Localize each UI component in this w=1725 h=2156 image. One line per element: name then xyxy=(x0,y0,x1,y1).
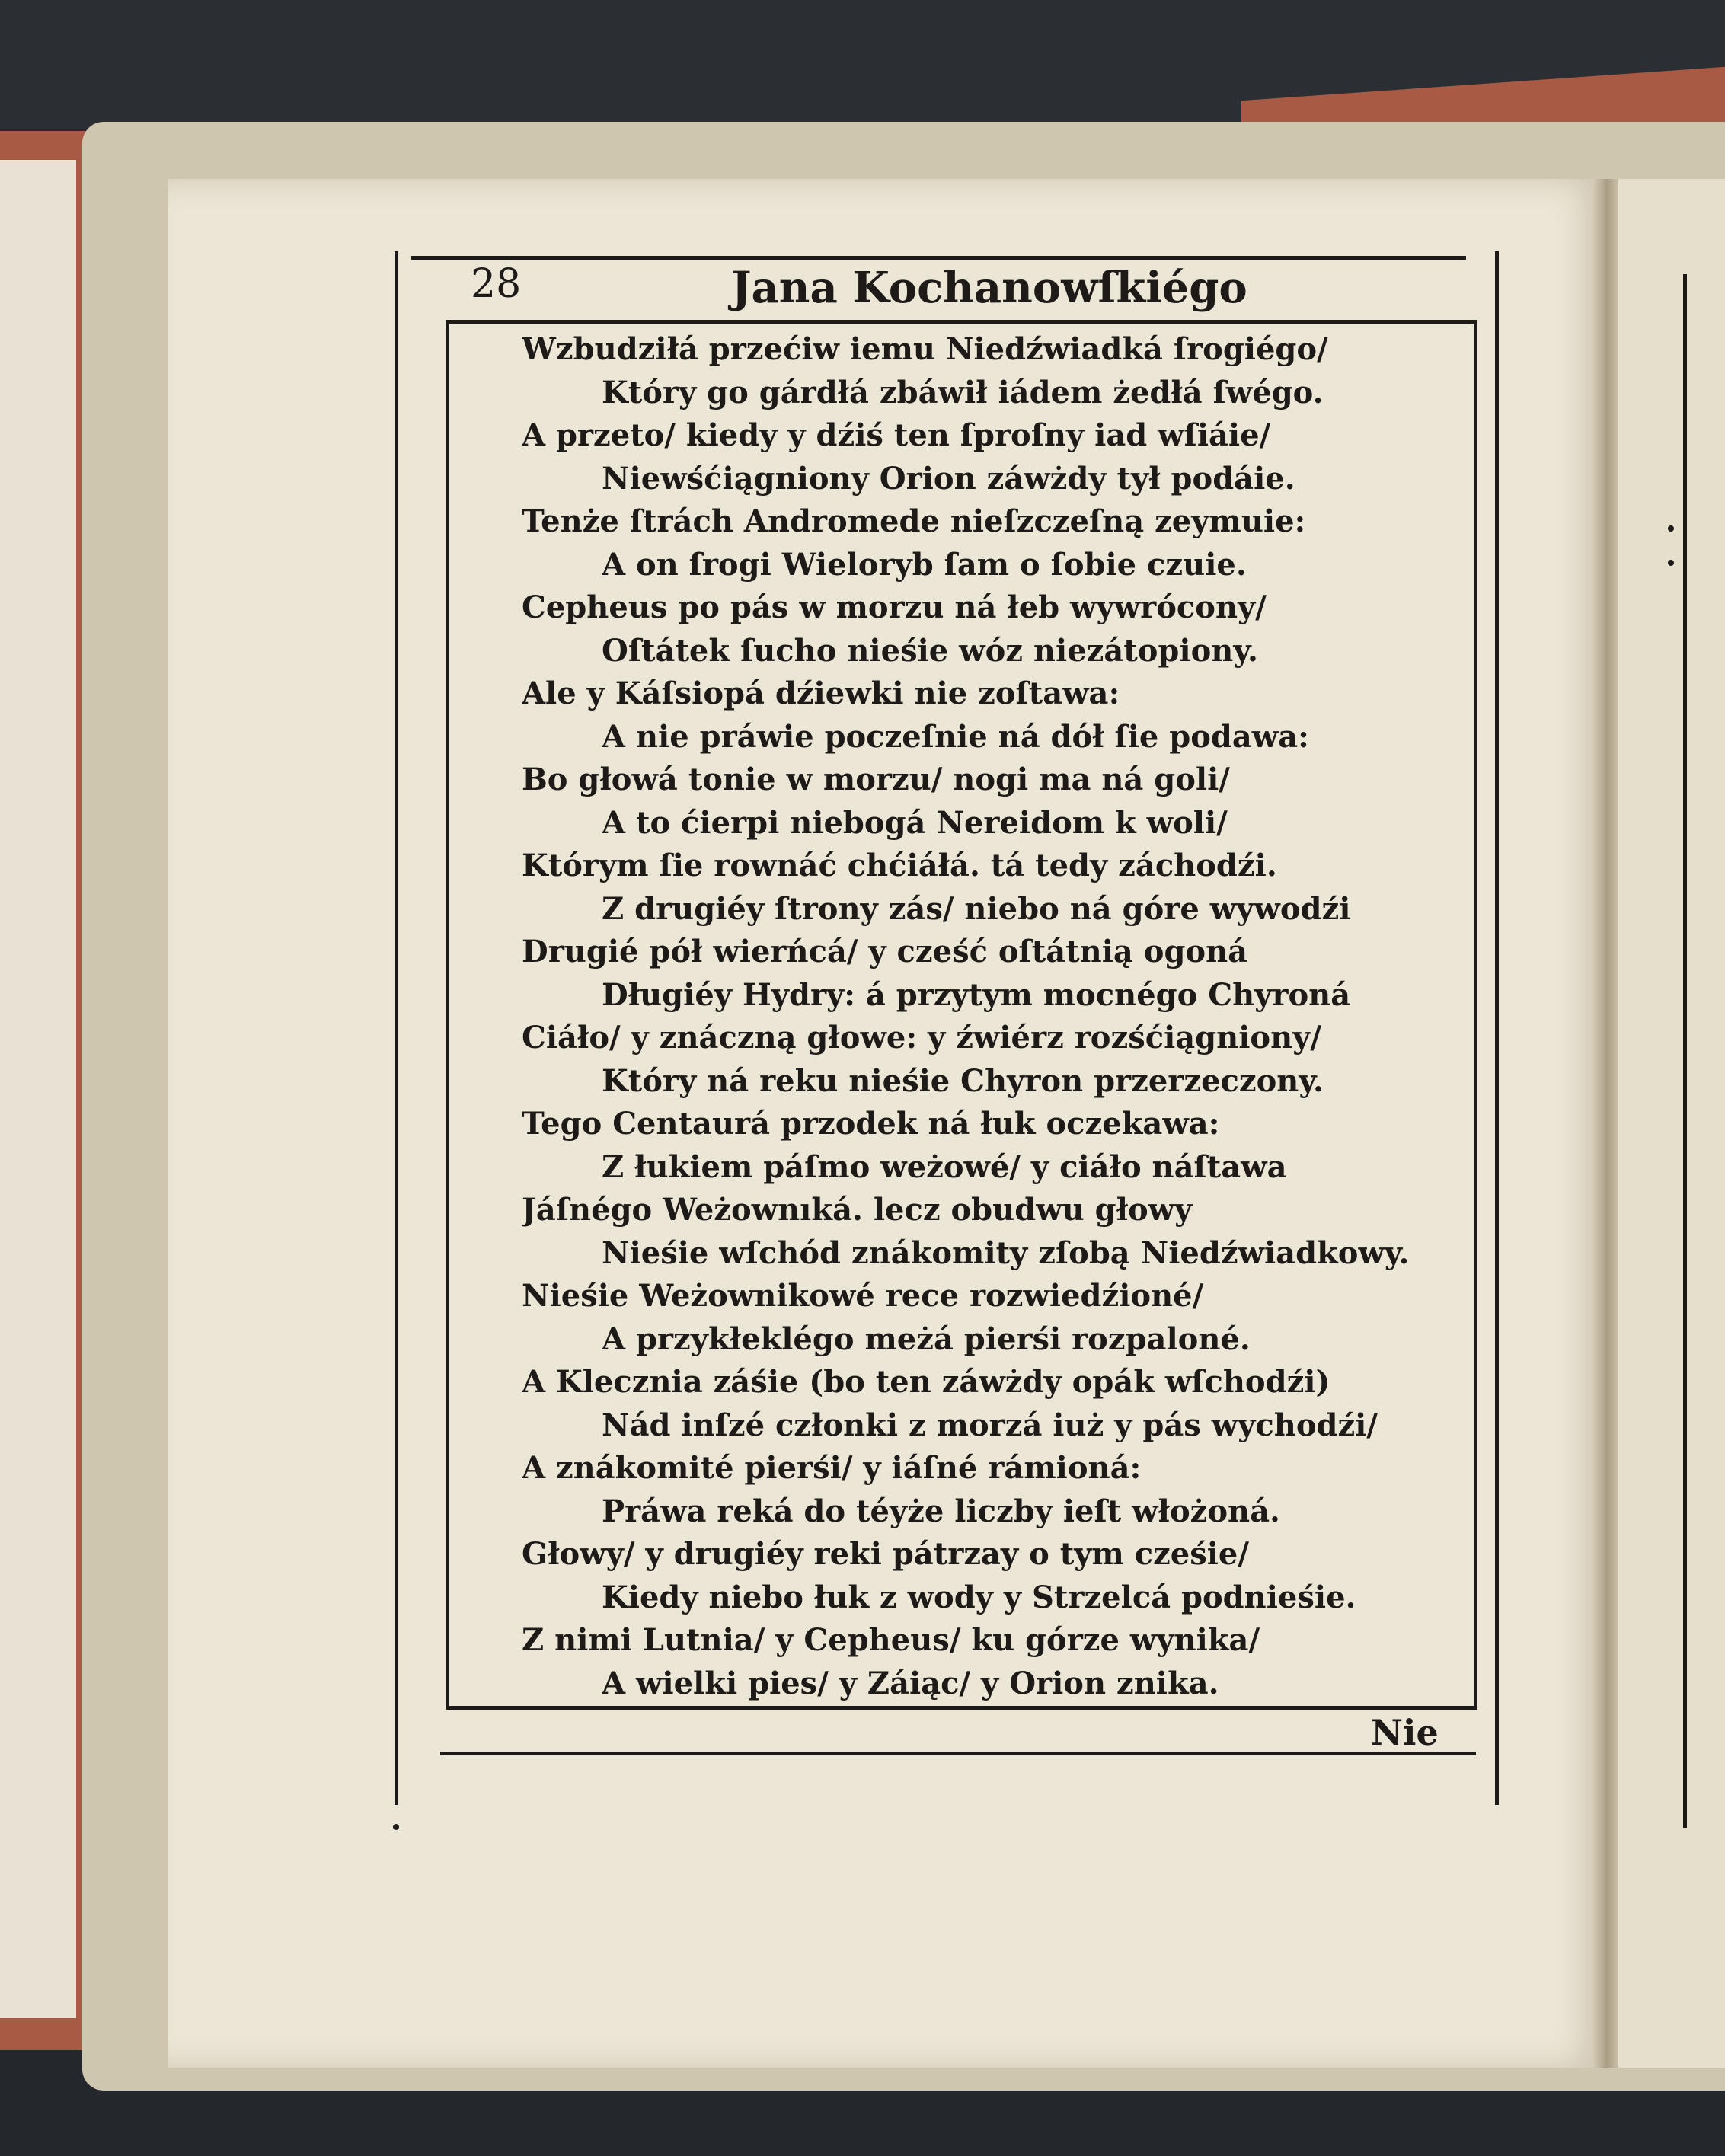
verse-line: Tego Centaurá przodek ná łuk oczekawa: xyxy=(522,1106,1220,1142)
verse-line: Długiéy Hydry: á przytym mocnégo Chyroná xyxy=(602,976,1351,1013)
verse-line: Nieśie wſchód znákomity zſobą Niedźwiadkowy. xyxy=(602,1235,1410,1271)
verse-line: Bo głowá tonie w morzu/ nogi ma ná goli/ xyxy=(522,762,1230,797)
verse-line: A to ćierpi niebogá Nereidom k woli/ xyxy=(602,804,1228,841)
verse-line: A wielki pies/ y Záiąc/ y Orion znika. xyxy=(602,1665,1219,1701)
verse-line: Ciáło/ y znáczną głowe: y źwiérz rozśćiągniony/ xyxy=(522,1020,1322,1056)
verse-line: A przykłeklégo meżá pierśi rozpaloné. xyxy=(602,1321,1251,1357)
verse-line: Drugié pół wierńcá/ y cześć oſtátnią ogoná xyxy=(522,934,1248,969)
verse-line: A Klecznia záśie (bo ten záwżdy opák wſchodźi) xyxy=(522,1364,1330,1400)
verse-line: Nieśie Weżownikowé rece rozwiedźioné/ xyxy=(522,1278,1204,1314)
verse-line: Którym ſie rownáć chćiáłá. tá tedy záchodźi. xyxy=(522,848,1277,883)
verse-line: A on ſrogi Wieloryb ſam o ſobie czuie. xyxy=(602,546,1247,583)
verse-line: Nád inſzé członki z morzá iuż y pás wychodźi/ xyxy=(602,1407,1378,1443)
ink-dot xyxy=(1668,525,1674,532)
running-head: Jana Kochanowſkiégo xyxy=(731,263,1247,313)
verse-line: Wzbudziłá przećiw iemu Niedźwiadká ſrogiégo/ xyxy=(522,331,1328,367)
verse-line: Jáſnégo Weżownıká. lecz obudwu głowy xyxy=(522,1192,1193,1228)
verse-line: Głowy/ y drugiéy reki pátrzay o tym cześie/ xyxy=(522,1536,1249,1572)
verse-line: Niewśćiągniony Orion záwżdy tył podáie. xyxy=(602,460,1295,497)
verse-line: Z nimi Lutnia/ y Cepheus/ ku górze wynika/ xyxy=(522,1622,1260,1658)
facing-page-rule xyxy=(1683,274,1687,1828)
verse-line: Tenże ſtrách Andromede nieſzczeſną zeymuie: xyxy=(522,503,1306,539)
page-number: 28 xyxy=(471,261,522,307)
verse-line: A przeto/ kiedy y dźiś ten ſproſny iad wſiáie/ xyxy=(522,417,1271,453)
endpaper-left xyxy=(0,160,76,2018)
verse-line: Z łukiem páſmo weżowé/ y ciáło náſtawa xyxy=(602,1148,1287,1185)
catchword: Nie xyxy=(1371,1712,1439,1753)
verse-line: Który go gárdłá zbáwił iádem żedłá ſwégo. xyxy=(602,374,1324,410)
verse-line: Cepheus po pás w morzu ná łeb wywrócony/ xyxy=(522,589,1267,625)
verse-line: Z drugiéy ſtrony zás/ niebo ná góre wywodźi xyxy=(602,890,1351,927)
verse-line: Który ná reku nieśie Chyron przerzeczony. xyxy=(602,1062,1324,1099)
ink-dot xyxy=(393,1824,399,1830)
verse-line: Ale y Káſsiopá dźiewki nie zoſtawa: xyxy=(522,676,1120,711)
ink-dot xyxy=(1668,560,1674,566)
verse-line: Oſtátek ſucho nieśie wóz niezátopiony. xyxy=(602,632,1258,669)
facing-page xyxy=(1618,179,1725,2068)
page-gutter xyxy=(1592,179,1622,2068)
verse-line: Práwa reká do téyże liczby ieſt włożoná. xyxy=(602,1493,1280,1529)
verse-line: A znákomité pierśi/ y iáſné rámioná: xyxy=(522,1450,1142,1486)
footer-rule xyxy=(440,1752,1476,1755)
verse-line: A nie práwie poczeſnie ná dół ſie podawa: xyxy=(602,718,1309,755)
verse-line: Kiedy niebo łuk z wody y Strzelcá podnieśie. xyxy=(602,1579,1356,1615)
